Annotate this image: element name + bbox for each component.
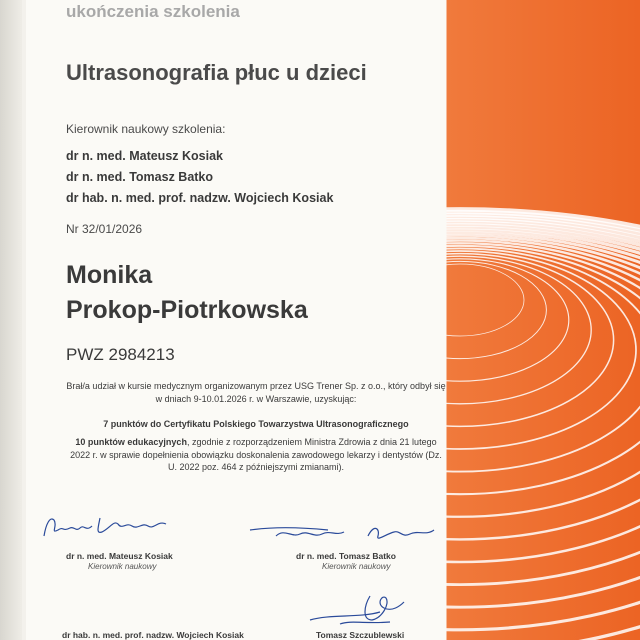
signature-mateusz-kosiak <box>40 508 180 544</box>
signature-role: Kierownik naukowy <box>88 562 157 571</box>
lead-name: dr n. med. Tomasz Batko <box>66 170 214 184</box>
scientific-lead-label: Kierownik naukowy szkolenia: <box>66 122 226 136</box>
edu-points-text <box>66 436 446 474</box>
recipient-last-name: Prokop-Piotrkowska <box>66 296 308 324</box>
signature-name: dr hab. n. med. prof. nadzw. Wojciech Kosiak <box>62 630 244 640</box>
ptu-points-text: 7 punktów do Certyfikatu Polskiego Towarzystwa Ultrasonograficznego <box>103 419 409 429</box>
signature-tomasz-batko <box>248 516 438 548</box>
participation-text: Brał/a udział w kursie medycznym organizowanym przez USG Trener Sp. z o.o., który odbył się w dniach 9-10.01.2026 r. w Warszawie, uzyskując: <box>66 381 446 404</box>
course-title: Ultrasonografia płuc u dzieci <box>66 60 367 85</box>
recipient-first-name: Monika <box>66 261 153 289</box>
signature-name: dr n. med. Tomasz Batko <box>296 551 396 561</box>
signature-tomasz-szczublewski <box>300 590 410 630</box>
certificate-heading: ukończenia szkolenia <box>66 2 240 21</box>
lead-name: dr hab. n. med. prof. nadzw. Wojciech Kosiak <box>66 191 334 205</box>
scientific-leads-list <box>66 146 333 209</box>
recipient-name <box>66 258 308 328</box>
signature-name: dr n. med. Mateusz Kosiak <box>66 551 173 561</box>
signature-name: Tomasz Szczublewski <box>316 630 405 640</box>
certificate-number: Nr 32/01/2026 <box>66 222 143 236</box>
edu-points-rest: , zgodnie z rozporządzeniem Ministra Zdrowia z dnia 21 lutego 2022 r. w sprawie dopełnienia obowiązku doskonalenia zawodowego lekarzy i dentystów (Dz. U. 2022 poz. 464 z późniejszymi zmianami). <box>70 437 442 472</box>
recipient-pwz: PWZ 2984213 <box>66 345 175 364</box>
signature-role: Kierownik naukowy <box>322 562 391 571</box>
edu-points-bold: 10 punktów edukacyjnych <box>75 437 187 447</box>
lead-name: dr n. med. Mateusz Kosiak <box>66 149 223 163</box>
